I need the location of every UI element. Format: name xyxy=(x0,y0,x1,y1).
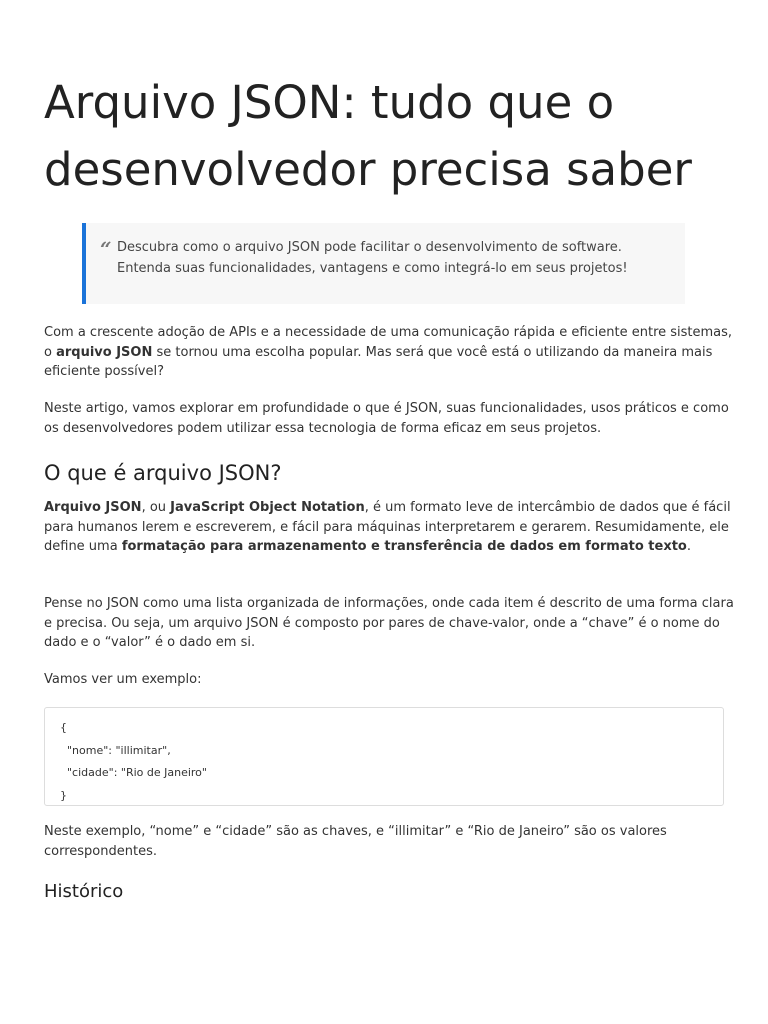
code-line: "nome": "illimitar", xyxy=(60,743,171,757)
definition-text-3: . xyxy=(686,539,691,554)
quote-icon: “ xyxy=(100,237,112,261)
intro-text-1: Com a crescente adoção de APIs e a necessidade de uma comunicação rápida e eficiente entre sistemas, o xyxy=(44,325,733,360)
code-line: } xyxy=(60,788,67,802)
bold-formatacao: formatação para armazenamento e transferência de dados em formato texto xyxy=(121,539,687,554)
bold-arquivo-json: Arquivo JSON xyxy=(44,500,142,515)
code-block xyxy=(44,707,724,806)
example-intro-paragraph: Vamos ver um exemplo: xyxy=(44,672,202,687)
example-explanation-paragraph: Neste exemplo, “nome” e “cidade” são as chaves, e “illimitar” e “Rio de Janeiro” são os valores correspondentes. xyxy=(44,824,667,859)
intro-text-2: se tornou uma escolha popular. Mas será que você está o utilizando da maneira mais eficiente possível? xyxy=(44,344,713,379)
definition-paragraph xyxy=(44,498,734,557)
code-line: { xyxy=(60,721,67,734)
definition-text-1: , ou xyxy=(141,500,171,515)
lead-blockquote xyxy=(82,223,685,304)
intro-paragraph-1 xyxy=(44,323,734,382)
section-heading-what-is-json: O que é arquivo JSON? xyxy=(44,461,282,485)
explanation-paragraph: Pense no JSON como uma lista organizada de informações, onde cada item é descrito de uma forma clara e precisa. Ou seja, um arquivo JSON é composto por pares de chave-valor, onde a “chave” é o nome do dado e o “valor” é o dado em si. xyxy=(44,596,734,650)
bold-javascript-object-notation: JavaScript Object Notation xyxy=(170,500,365,515)
section-heading-historico: Histórico xyxy=(44,881,124,902)
page-title: Arquivo JSON: tudo que o desenvolvedor precisa saber xyxy=(44,76,692,196)
intro-bold-arquivo-json: arquivo JSON xyxy=(56,344,153,360)
lead-text: Descubra como o arquivo JSON pode facilitar o desenvolvimento de software. Entenda suas funcionalidades, vantagens e como integrá-lo em seus projetos! xyxy=(117,240,628,276)
intro-paragraph-2: Neste artigo, vamos explorar em profundidade o que é JSON, suas funcionalidades, usos práticos e como os desenvolvedores podem utilizar essa tecnologia de forma eficaz em seus projetos. xyxy=(44,401,729,436)
definition-text-2: , é um formato leve de intercâmbio de dados que é fácil para humanos lerem e escreverem, e fácil para máquinas interpretarem e gerarem. Resumidamente, ele define uma xyxy=(44,500,731,554)
code-line: "cidade": "Rio de Janeiro" xyxy=(60,766,207,779)
